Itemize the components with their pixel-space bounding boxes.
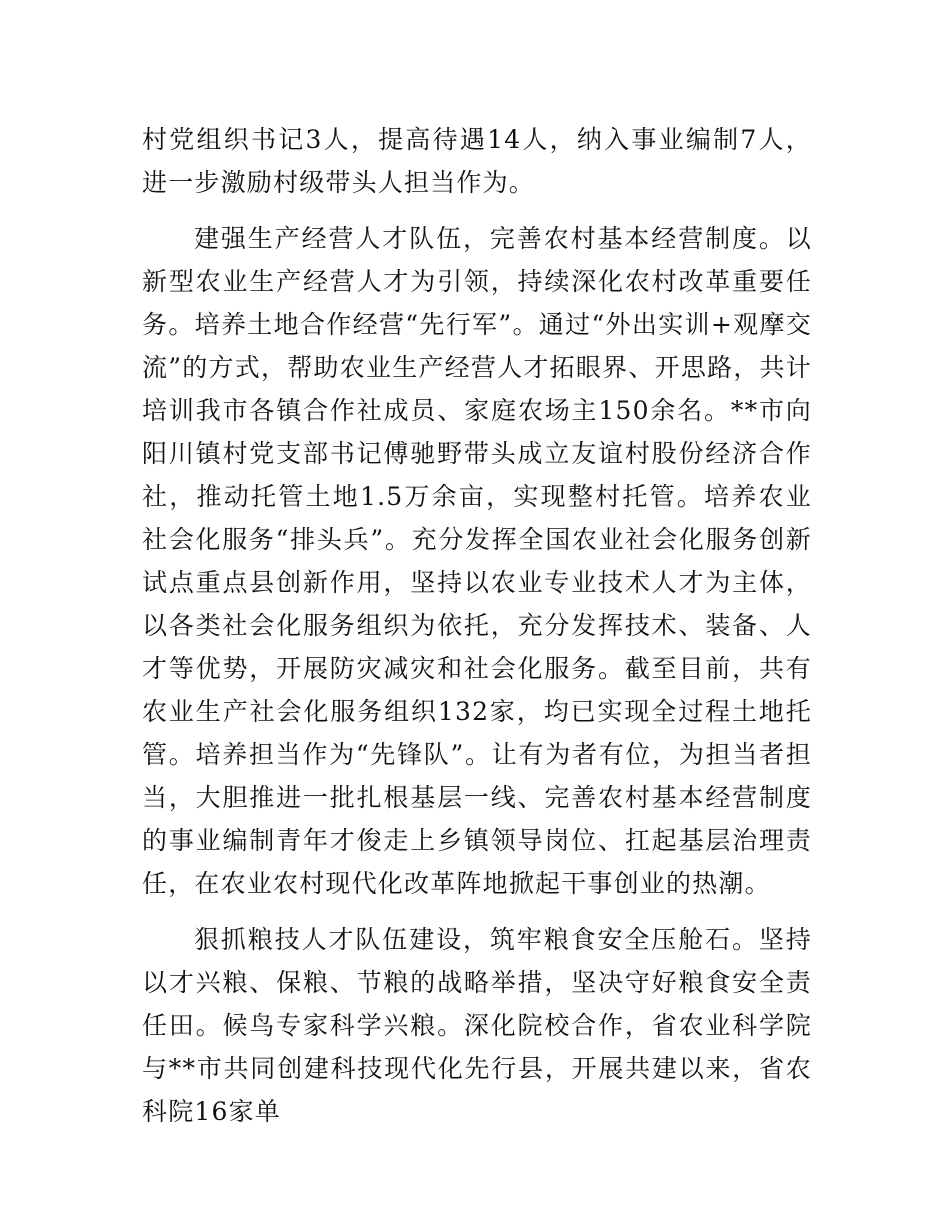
paragraph-3: 狠抓粮技人才队伍建设，筑牢粮食安全压舱石。坚持以才兴粮、保粮、节粮的战略举措，坚决守好粮食安全责任田。候鸟专家科学兴粮。深化院校合作，省农业科学院与**市共同创建科技现代化先行县，开展共建以来，省农科院16家单	[142, 925, 812, 1126]
paragraph-1: 村党组织书记3人，提高待遇14人，纳入事业编制7人，进一步激励村级带头人担当作为。	[142, 125, 812, 197]
paragraph-2: 建强生产经营人才队伍，完善农村基本经营制度。以新型农业生产经营人才为引领，持续深化农村改革重要任务。培养土地合作经营“先行军”。通过“外出实训+观摩交流”的方式，帮助农业生产经营人才拓眼界、开思路，共计培训我市各镇合作社成员、家庭农场主150余名。**市向阳川镇村党支部书记傅驰野带头成立友谊村股份经济合作社，推动托管土地1.5万余亩，实现整村托管。培养农业社会化服务“排头兵”。充分发挥全国农业社会化服务创新试点重点县创新作用，坚持以农业专业技术人才为主体，以各类社会化服务组织为依托，充分发挥技术、装备、人才等优势，开展防灾减灾和社会化服务。截至目前，共有农业生产社会化服务组织132家，均已实现全过程土地托管。培养担当作为“先锋队”。让有为者有位，为担当者担当，大胆推进一批扎根基层一线、完善农村基本经营制度的事业编制青年才俊走上乡镇领导岗位、扛起基层治理责任，在农业农村现代化改革阵地掀起干事创业的热潮。	[142, 224, 812, 898]
document-body	[142, 118, 812, 1133]
